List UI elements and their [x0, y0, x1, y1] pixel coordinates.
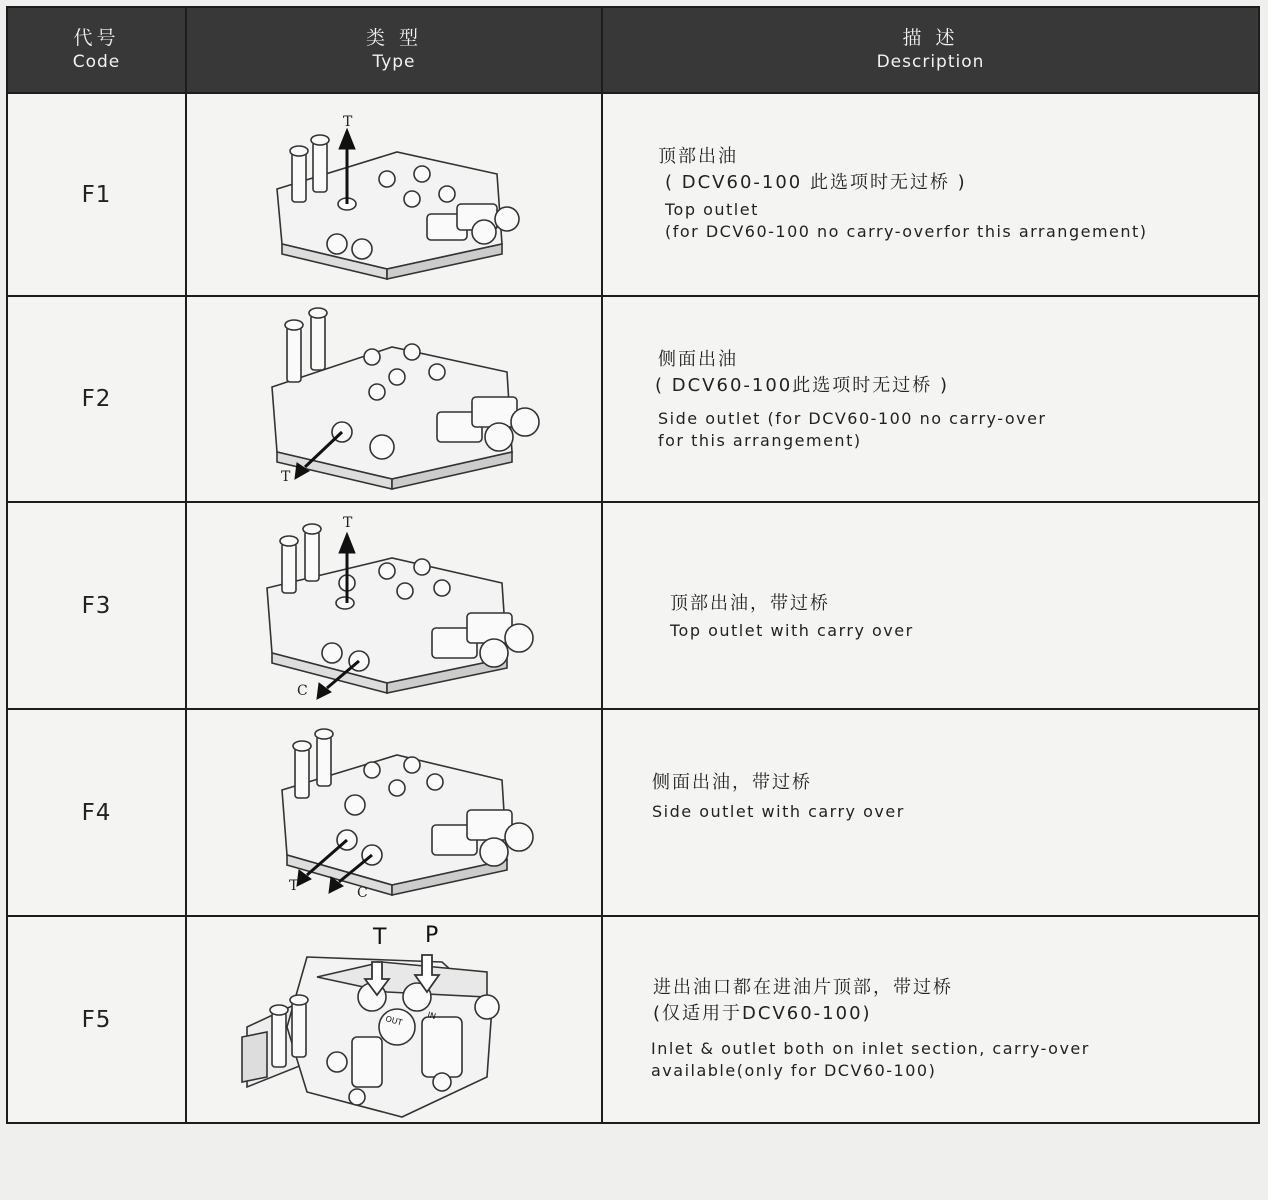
- row-code: F4: [8, 710, 187, 915]
- desc-line: for this arrangement): [658, 431, 862, 450]
- desc-line: 侧面出油: [658, 349, 738, 370]
- valve-diagram-f3: [187, 503, 603, 708]
- header-description: [603, 8, 1258, 92]
- desc-line: 进出油口都在进油片顶部，带过桥: [653, 977, 953, 998]
- desc-line: ( DCV60-100此选项时无过桥 ): [655, 375, 949, 396]
- desc-line: 侧面出油，带过桥: [652, 772, 812, 793]
- row-description: [603, 94, 1258, 295]
- header-desc-zh: 描 述: [902, 27, 959, 49]
- desc-line: (for DCV60-100 no carry-overfor this arrangement): [665, 222, 1148, 241]
- table-row: [8, 915, 1258, 1122]
- label-p: P: [425, 923, 439, 948]
- header-code: [8, 8, 187, 92]
- row-description: [603, 503, 1258, 708]
- outlet-options-table: [6, 6, 1260, 1124]
- header-desc-en: Description: [876, 52, 985, 72]
- header-type-en: Type: [372, 52, 416, 72]
- label-c: C: [357, 885, 368, 901]
- desc-line: Top outlet: [665, 200, 759, 219]
- label-t: T: [343, 515, 353, 531]
- label-in: IN: [426, 1010, 437, 1022]
- desc-line: 顶部出油，带过桥: [670, 593, 830, 614]
- row-code: F3: [8, 503, 187, 708]
- table-row: [8, 92, 1258, 295]
- row-description: [603, 710, 1258, 915]
- label-t: T: [373, 925, 387, 950]
- desc-line: Side outlet (for DCV60-100 no carry-over: [658, 409, 1047, 428]
- label-t: T: [281, 469, 291, 485]
- header-type: [187, 8, 603, 92]
- desc-line: 顶部出油: [658, 146, 738, 167]
- desc-line: Top outlet with carry over: [670, 621, 914, 640]
- valve-diagram-f2: [187, 297, 603, 501]
- valve-diagram-f4: [187, 710, 603, 915]
- desc-line: available(only for DCV60-100): [651, 1061, 937, 1080]
- desc-line: (仅适用于DCV60-100): [653, 1003, 872, 1024]
- table-row: [8, 708, 1258, 915]
- desc-line: ( DCV60-100 此选项时无过桥 ): [665, 172, 967, 193]
- label-t: T: [343, 114, 353, 130]
- row-code: F2: [8, 297, 187, 501]
- row-description: [603, 297, 1258, 501]
- desc-line: Side outlet with carry over: [652, 802, 905, 821]
- table-row: [8, 295, 1258, 501]
- header-type-zh: 类 型: [365, 27, 423, 49]
- table-row: [8, 501, 1258, 708]
- row-code: F1: [8, 94, 187, 295]
- valve-diagram-f1: [187, 94, 603, 295]
- label-c: C: [297, 683, 308, 699]
- header-code-zh: 代号: [73, 27, 120, 49]
- label-out: OUT: [384, 1014, 404, 1028]
- desc-line: Inlet & outlet both on inlet section, carry-over: [651, 1039, 1090, 1058]
- row-description: [603, 917, 1258, 1122]
- row-code: F5: [8, 917, 187, 1122]
- valve-diagram-f5: [187, 917, 603, 1122]
- header-code-en: Code: [72, 52, 121, 72]
- label-t: T: [289, 878, 299, 894]
- table-header: [8, 8, 1258, 92]
